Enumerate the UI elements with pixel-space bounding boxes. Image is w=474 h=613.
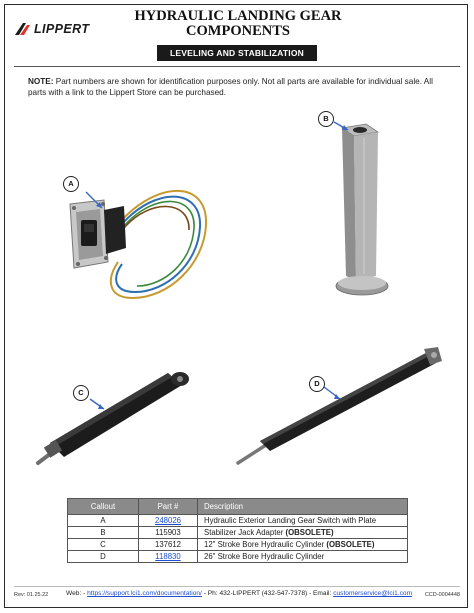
header-part-number: Part # bbox=[139, 499, 198, 515]
lippert-logo bbox=[14, 20, 96, 38]
row-part-number bbox=[139, 551, 198, 563]
row-part-number bbox=[139, 515, 198, 527]
revision-date: Rev: 01.25.22 bbox=[14, 592, 49, 598]
note-text: Part numbers are shown for identification purposes only. Not all parts are available for individual sale. All parts with a link to the Lippert Store can be purchased. bbox=[28, 77, 433, 97]
note-label: NOTE: bbox=[28, 77, 54, 86]
table-row bbox=[68, 539, 408, 551]
cylinder-12in-illustration bbox=[30, 365, 200, 475]
row-callout: A bbox=[68, 515, 139, 527]
footer-contact bbox=[66, 590, 412, 597]
email-link[interactable]: customerservice@lci1.com bbox=[333, 590, 413, 597]
callout-d: D bbox=[309, 376, 325, 392]
phone-text: - Ph: 432-LIPPERT (432-547-7378) - Email: bbox=[201, 590, 334, 597]
header-description: Description bbox=[198, 499, 408, 515]
section-subtitle: LEVELING AND STABILIZATION bbox=[157, 45, 317, 61]
obsolete-badge: (OBSOLETE) bbox=[326, 540, 375, 549]
row-callout: B bbox=[68, 527, 139, 539]
row-description-text: Hydraulic Exterior Landing Gear Switch with Plate bbox=[204, 516, 377, 525]
row-description bbox=[198, 515, 408, 527]
row-callout: C bbox=[68, 539, 139, 551]
documentation-link[interactable]: https://support.lci1.com/documentation/ bbox=[87, 590, 202, 597]
callout-a: A bbox=[63, 176, 79, 192]
header-divider bbox=[14, 66, 460, 67]
row-part-number: 137612 bbox=[139, 539, 198, 551]
page-title bbox=[116, 9, 360, 39]
parts-table bbox=[67, 498, 408, 563]
header-callout: Callout bbox=[68, 499, 139, 515]
cylinder-26in-illustration bbox=[232, 345, 447, 470]
jack-adapter-illustration bbox=[320, 108, 400, 308]
row-callout: D bbox=[68, 551, 139, 563]
callout-c: C bbox=[73, 385, 89, 401]
table-row bbox=[68, 527, 408, 539]
note bbox=[28, 76, 448, 98]
web-label: Web: - bbox=[66, 590, 88, 597]
row-description bbox=[198, 527, 408, 539]
footer-divider bbox=[14, 586, 460, 587]
row-description-text: 12" Stroke Bore Hydraulic Cylinder bbox=[204, 540, 325, 549]
row-description bbox=[198, 551, 408, 563]
obsolete-badge: (OBSOLETE) bbox=[285, 528, 334, 537]
lippert-logo-icon bbox=[14, 21, 32, 37]
switch-with-plate-illustration bbox=[58, 170, 228, 310]
row-part-number: 115903 bbox=[139, 527, 198, 539]
part-link-248026[interactable]: 248026 bbox=[154, 516, 182, 525]
row-description-text: 26" Stroke Bore Hydraulic Cylinder bbox=[204, 552, 325, 561]
row-description bbox=[198, 539, 408, 551]
table-row bbox=[68, 515, 408, 527]
title-line-2: COMPONENTS bbox=[186, 23, 290, 39]
row-description-text: Stabilizer Jack Adapter bbox=[204, 528, 284, 537]
title-line-1: HYDRAULIC LANDING GEAR bbox=[134, 8, 342, 24]
document-code: CCD-0004448 bbox=[424, 592, 460, 598]
callout-b: B bbox=[318, 111, 334, 127]
logo-text: LIPPERT bbox=[34, 22, 90, 36]
table-header-row bbox=[68, 499, 408, 515]
part-link-118830[interactable]: 118830 bbox=[155, 552, 181, 561]
table-row bbox=[68, 551, 408, 563]
